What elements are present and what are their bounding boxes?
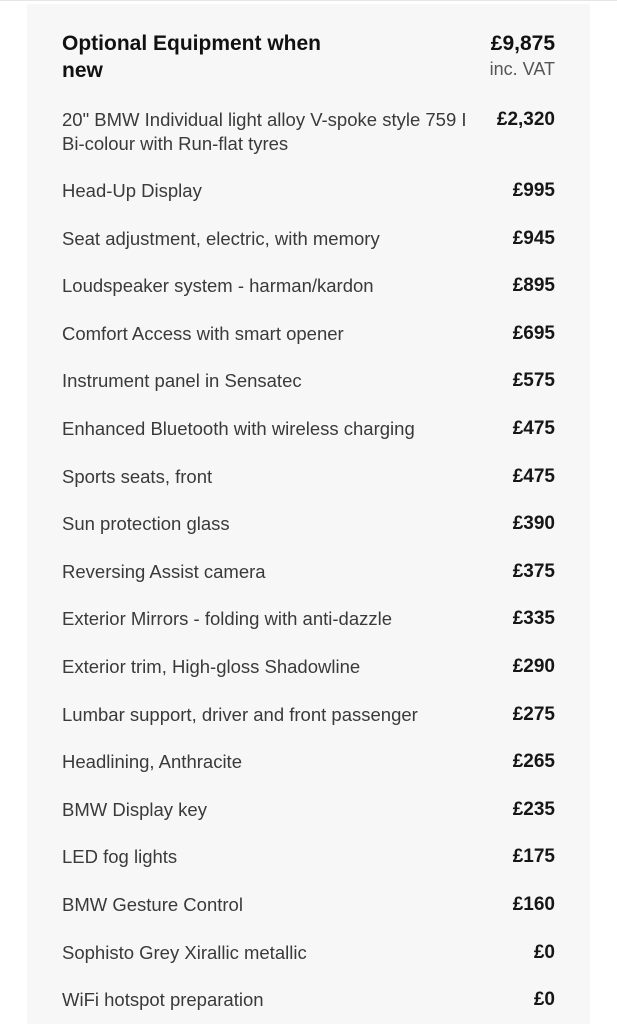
optional-equipment-card: [27, 4, 590, 1024]
equipment-item-name: BMW Display key: [62, 798, 207, 820]
equipment-header: [62, 30, 555, 84]
equipment-item: [62, 108, 555, 179]
equipment-item-name: Seat adjustment, electric, with memory: [62, 227, 380, 249]
equipment-item: [62, 893, 555, 941]
equipment-item-price: £695: [512, 322, 555, 344]
equipment-item-price: £290: [512, 655, 555, 677]
equipment-item-price: £375: [512, 560, 555, 582]
equipment-item-name: Enhanced Bluetooth with wireless charging: [62, 417, 415, 439]
equipment-item: [62, 465, 555, 513]
equipment-item-price: £995: [512, 180, 555, 201]
equipment-item: [62, 417, 555, 465]
equipment-item-name: Sports seats, front: [62, 465, 213, 487]
equipment-item-name: Reversing Assist camera: [62, 560, 266, 582]
equipment-item: [62, 703, 555, 751]
equipment-list: [62, 108, 555, 1024]
equipment-item-name: Exterior trim, High-gloss Shadowline: [62, 655, 361, 677]
equipment-item: [62, 798, 555, 846]
equipment-item-name: BMW Gesture Control: [62, 893, 243, 915]
equipment-item-price: £475: [512, 417, 555, 439]
equipment-item-name: Lumbar support, driver and front passenger: [62, 703, 418, 725]
equipment-item: [62, 845, 555, 893]
equipment-item-name: Loudspeaker system - harman/kardon: [62, 275, 374, 297]
equipment-item-price: £575: [512, 370, 555, 392]
equipment-item: [62, 322, 555, 370]
equipment-item-name: Sophisto Grey Xirallic metallic: [62, 941, 307, 963]
equipment-item: [62, 607, 555, 655]
equipment-item-name: Instrument panel in Sensatec: [62, 370, 302, 392]
equipment-item-price: £160: [512, 893, 555, 915]
equipment-item-price: £275: [512, 703, 555, 725]
equipment-item-name: Exterior Mirrors - folding with anti-dazzle: [62, 608, 393, 630]
equipment-item-price: £2,320: [496, 109, 555, 130]
equipment-item-name: Sun protection glass: [62, 513, 230, 535]
equipment-item: [62, 369, 555, 417]
equipment-item-name: Head-Up Display: [62, 180, 202, 201]
equipment-item-price: £335: [512, 608, 555, 630]
equipment-item-price: £895: [512, 275, 555, 297]
equipment-item: [62, 941, 555, 989]
equipment-item-price: £390: [512, 513, 555, 535]
equipment-item: [62, 179, 555, 227]
equipment-item: [62, 655, 555, 703]
equipment-item-name: Comfort Access with smart opener: [62, 322, 344, 344]
equipment-title: Optional Equipment when new: [62, 32, 321, 82]
equipment-item: [62, 512, 555, 560]
equipment-item-price: £0: [533, 989, 555, 1011]
equipment-item: [62, 227, 555, 275]
top-divider: [0, 0, 617, 1]
equipment-item-price: £235: [512, 798, 555, 820]
equipment-item-price: £265: [512, 751, 555, 773]
equipment-item: [62, 560, 555, 608]
equipment-item-name: Headlining, Anthracite: [62, 751, 242, 773]
equipment-item-price: £945: [512, 227, 555, 249]
equipment-item-name: LED fog lights: [62, 846, 178, 868]
equipment-item-name: 20" BMW Individual light alloy V-spoke style 759 I Bi-colour with Run-flat tyres: [62, 109, 467, 154]
vat-note: inc. VAT: [489, 59, 555, 79]
equipment-item-price: £0: [533, 941, 555, 963]
equipment-item: [62, 274, 555, 322]
equipment-item-price: £175: [512, 846, 555, 868]
equipment-item: [62, 750, 555, 798]
equipment-total-price: £9,875: [490, 32, 555, 55]
equipment-item-name: WiFi hotspot preparation: [62, 989, 264, 1011]
equipment-item: [62, 988, 555, 1024]
equipment-item-price: £475: [512, 465, 555, 487]
